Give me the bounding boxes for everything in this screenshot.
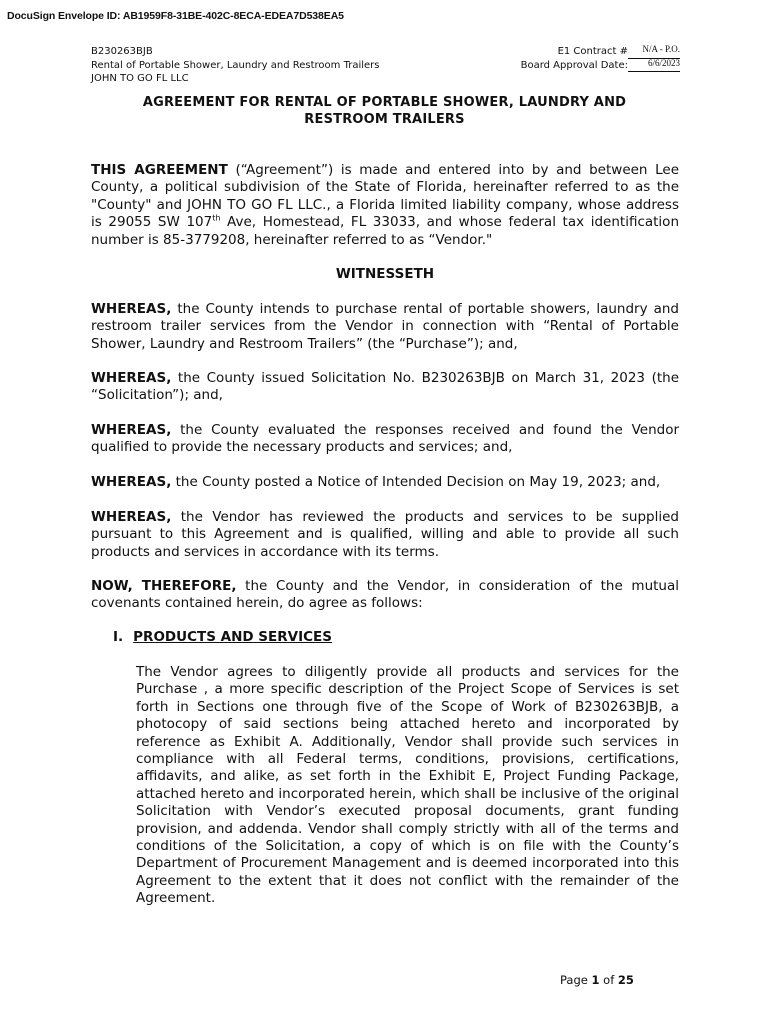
recital-text: the County issued Solicitation No. B230263BJB on March 31, 2023 (the “Solicitation”); and, — [91, 370, 679, 404]
section-1-body: The Vendor agrees to diligently provide all products and services for the Purchase , a more specific description of the Project Scope of Services is set forth in Sections one through five of the Scope of Work of B230263BJB, a photocopy of said sections being attached hereto and incorporated by reference as Exhibit A. Additionally, Vendor shall provide such services in compliance with all Federal terms, conditions, provisions, certifications, affidavits, and alike, as set forth in the Exhibit E, Project Funding Package, attached hereto and incorporated herein, which shall be inclusive of the original Solicitation with Vendor’s executed proposal documents, grant funding provision, and addenda. Vendor shall comply strictly with all of the terms and conditions of the Solicitation, a copy of which is on file with the County’s Department of Procurement Management and is deemed incorporated into this Agreement to the extent that it does not conflict with the remainder of the Agreement. — [136, 664, 679, 907]
recital-5 — [91, 509, 679, 561]
now-therefore-lead: NOW, THEREFORE, — [91, 578, 237, 594]
contract-label: E1 Contract # — [557, 46, 628, 57]
recital-lead: WHEREAS, — [91, 509, 172, 525]
recital-4 — [91, 474, 679, 491]
section-title: PRODUCTS AND SERVICES — [133, 629, 332, 645]
intro-paragraph — [91, 162, 679, 249]
title-line-1: AGREEMENT FOR RENTAL OF PORTABLE SHOWER, LAUNDRY AND — [142, 95, 627, 110]
approval-value: 6/6/2023 — [647, 57, 680, 68]
recital-text: the County evaluated the responses received and found the Vendor qualified to provide the necessary products and services; and, — [91, 422, 679, 456]
now-therefore — [91, 578, 679, 613]
now-therefore-text: the County and the Vendor, in consideration of the mutual covenants contained herein, do agree as follows: — [91, 578, 679, 612]
agreement-title — [91, 94, 678, 128]
recital-text: the County intends to purchase rental of portable showers, laundry and restroom trailer services from the Vendor in connection with “Rental of Portable Shower, Laundry and Restroom Trailers” (the “Purchase”); and, — [91, 301, 679, 352]
section-number: I. — [113, 629, 124, 645]
witnesseth-heading: WITNESSETH — [335, 266, 435, 282]
page-label: Page — [560, 973, 588, 987]
of-label: of — [603, 973, 615, 987]
title-line-2: RESTROOM TRAILERS — [304, 112, 465, 127]
header-right — [521, 45, 680, 72]
recital-2 — [91, 370, 679, 405]
recital-1 — [91, 301, 679, 353]
docusign-envelope-id: DocuSign Envelope ID: AB1959F8-31BE-402C-8ECA-EDEA7D538EA5 — [7, 10, 344, 22]
intro-sup: th — [212, 213, 221, 223]
vendor-name: JOHN TO GO FL LLC — [91, 73, 189, 84]
intro-lead: THIS AGREEMENT — [91, 162, 228, 178]
recital-lead: WHEREAS, — [91, 474, 172, 490]
section-1-heading — [113, 629, 332, 645]
page-total: 25 — [617, 973, 634, 987]
intro-text-b: Ave, Homestead, FL 33033, and whose federal tax identification number is 85-3779208, hereinafter referred to as “Vendor." — [91, 214, 680, 248]
recital-text: the Vendor has reviewed the products and services to be supplied pursuant to this Agreement and is qualified, willing and able to provide all such products and services in accordance with its terms. — [91, 509, 679, 560]
recital-lead: WHEREAS, — [91, 301, 172, 317]
recital-lead: WHEREAS, — [91, 370, 172, 386]
recital-3 — [91, 422, 679, 457]
recital-lead: WHEREAS, — [91, 422, 172, 438]
approval-field — [628, 59, 680, 72]
header-left — [91, 45, 380, 86]
page-number: 1 — [591, 973, 600, 987]
project-name: Rental of Portable Shower, Laundry and Restroom Trailers — [91, 59, 380, 71]
recital-text: the County posted a Notice of Intended Decision on May 19, 2023; and, — [171, 474, 661, 490]
approval-label: Board Approval Date: — [520, 59, 628, 71]
solicitation-number: B230263BJB — [91, 46, 153, 57]
page-footer — [560, 973, 634, 987]
contract-value: N/A - P.O. — [642, 44, 680, 54]
intro-text-a: (“Agreement”) is made and entered into by and between Lee County, a political subdivision of the State of Florida, hereinafter referred to as the "County" and JOHN TO GO FL LLC., a Florida limited liability company, whose address is 29055 SW 107 — [91, 162, 680, 231]
